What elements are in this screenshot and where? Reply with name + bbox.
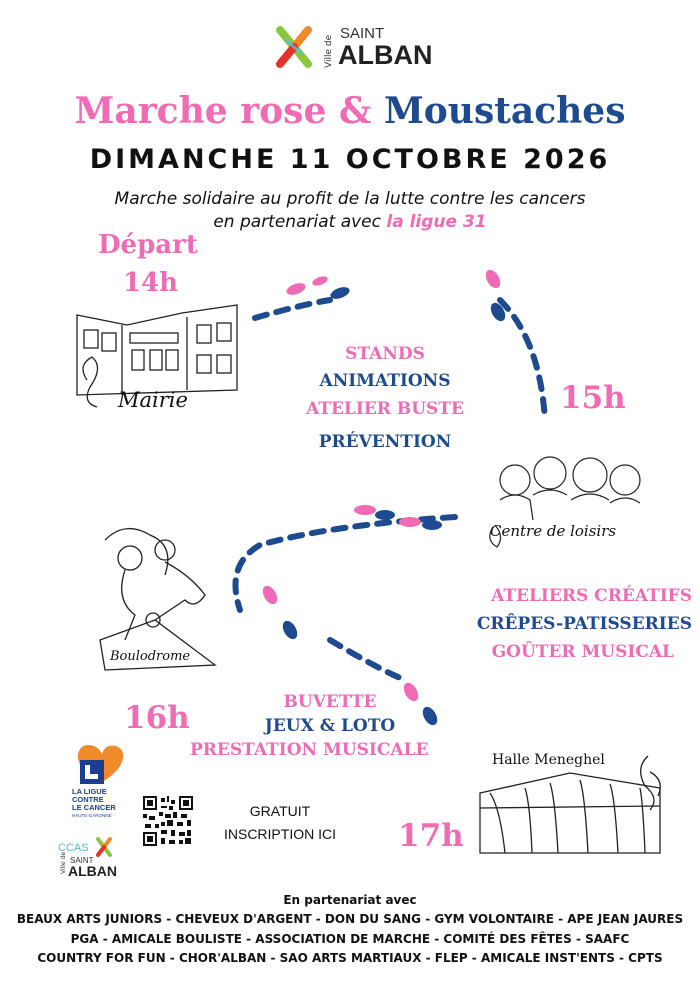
ligue-line-2: CONTRE: [72, 795, 104, 804]
ccas-saint: SAINT: [70, 856, 94, 865]
ccas-ville-de: Ville de: [60, 851, 67, 874]
activity-stands: STANDS: [345, 344, 425, 364]
event-date: DIMANCHE 11 OCTOBRE 2026: [89, 144, 611, 175]
title-part-2: Moustaches: [383, 90, 626, 132]
mairie-label: Mairie: [118, 388, 188, 412]
logo-ville-de: Ville de: [324, 34, 334, 68]
time-17h: 17h: [398, 818, 464, 854]
time-16h: 16h: [124, 700, 190, 736]
activity-prevention: PRÉVENTION: [318, 432, 452, 452]
centre-loisirs-label: Centre de loisirs: [490, 522, 617, 540]
activity-buvette: BUVETTE: [283, 692, 377, 712]
ligue-line-4: HAUTE-GARONNE: [72, 813, 112, 818]
qr-code[interactable]: [143, 796, 193, 846]
activity-atelier-buste: ATELIER BUSTE: [306, 399, 464, 419]
subtitle-prefix: en partenariat avec: [213, 212, 381, 232]
partners-line-1: BEAUX ARTS JUNIORS - CHEVEUX D'ARGENT - DON DU SANG - GYM VOLONTAIRE - APE JEAN JAURES: [16, 912, 684, 926]
logo-saint: SAINT: [340, 25, 385, 42]
title-part-1: Marche rose &: [74, 90, 372, 132]
ligue-contre-cancer-logo: [72, 740, 126, 786]
activity-prestation-musicale: PRESTATION MUSICALE: [190, 740, 429, 760]
partners-heading: En partenariat avec: [283, 893, 417, 907]
activity-gouter-musical: GOÛTER MUSICAL: [491, 642, 674, 662]
subtitle-highlight: la ligue 31: [386, 212, 487, 232]
ccas-alban: ALBAN: [68, 863, 117, 879]
ligue-logo-text: [72, 788, 116, 820]
halle-sketch: [470, 748, 670, 858]
halle-label: Halle Meneghel: [492, 752, 605, 768]
ligue-line-3: LE CANCER: [72, 803, 116, 812]
depart-time: 14h: [123, 268, 179, 298]
ccas-logo-mark: [94, 836, 114, 858]
activity-jeux-loto: JEUX & LOTO: [264, 716, 396, 736]
time-15h: 15h: [560, 380, 626, 416]
subtitle-line-1: Marche solidaire au profit de la lutte contre les cancers: [114, 189, 586, 209]
activity-animations: ANIMATIONS: [319, 371, 451, 391]
activity-ateliers-creatifs: ATELIERS CRÉATIFS: [491, 586, 692, 606]
logo-alban: ALBAN: [338, 40, 433, 70]
registration-line-2[interactable]: INSCRIPTION ICI: [223, 826, 336, 842]
partners-line-2: PGA - AMICALE BOULISTE - ASSOCIATION DE MARCHE - COMITÉ DES FÊTES - SAAFC: [70, 932, 630, 946]
registration-line-1: GRATUIT: [249, 803, 311, 819]
ccas-label: CCAS: [58, 842, 89, 854]
depart-label: Départ: [98, 230, 198, 260]
boulodrome-label: Boulodrome: [110, 649, 191, 664]
activity-crepes-patisseries: CRÊPES-PATISSERIES: [476, 614, 692, 634]
ligue-line-1: LA LIGUE: [72, 787, 107, 796]
partners-line-3: COUNTRY FOR FUN - CHOR'ALBAN - SAO ARTS MARTIAUX - FLEP - AMICALE INST'ENTS - CPTS: [37, 951, 663, 965]
